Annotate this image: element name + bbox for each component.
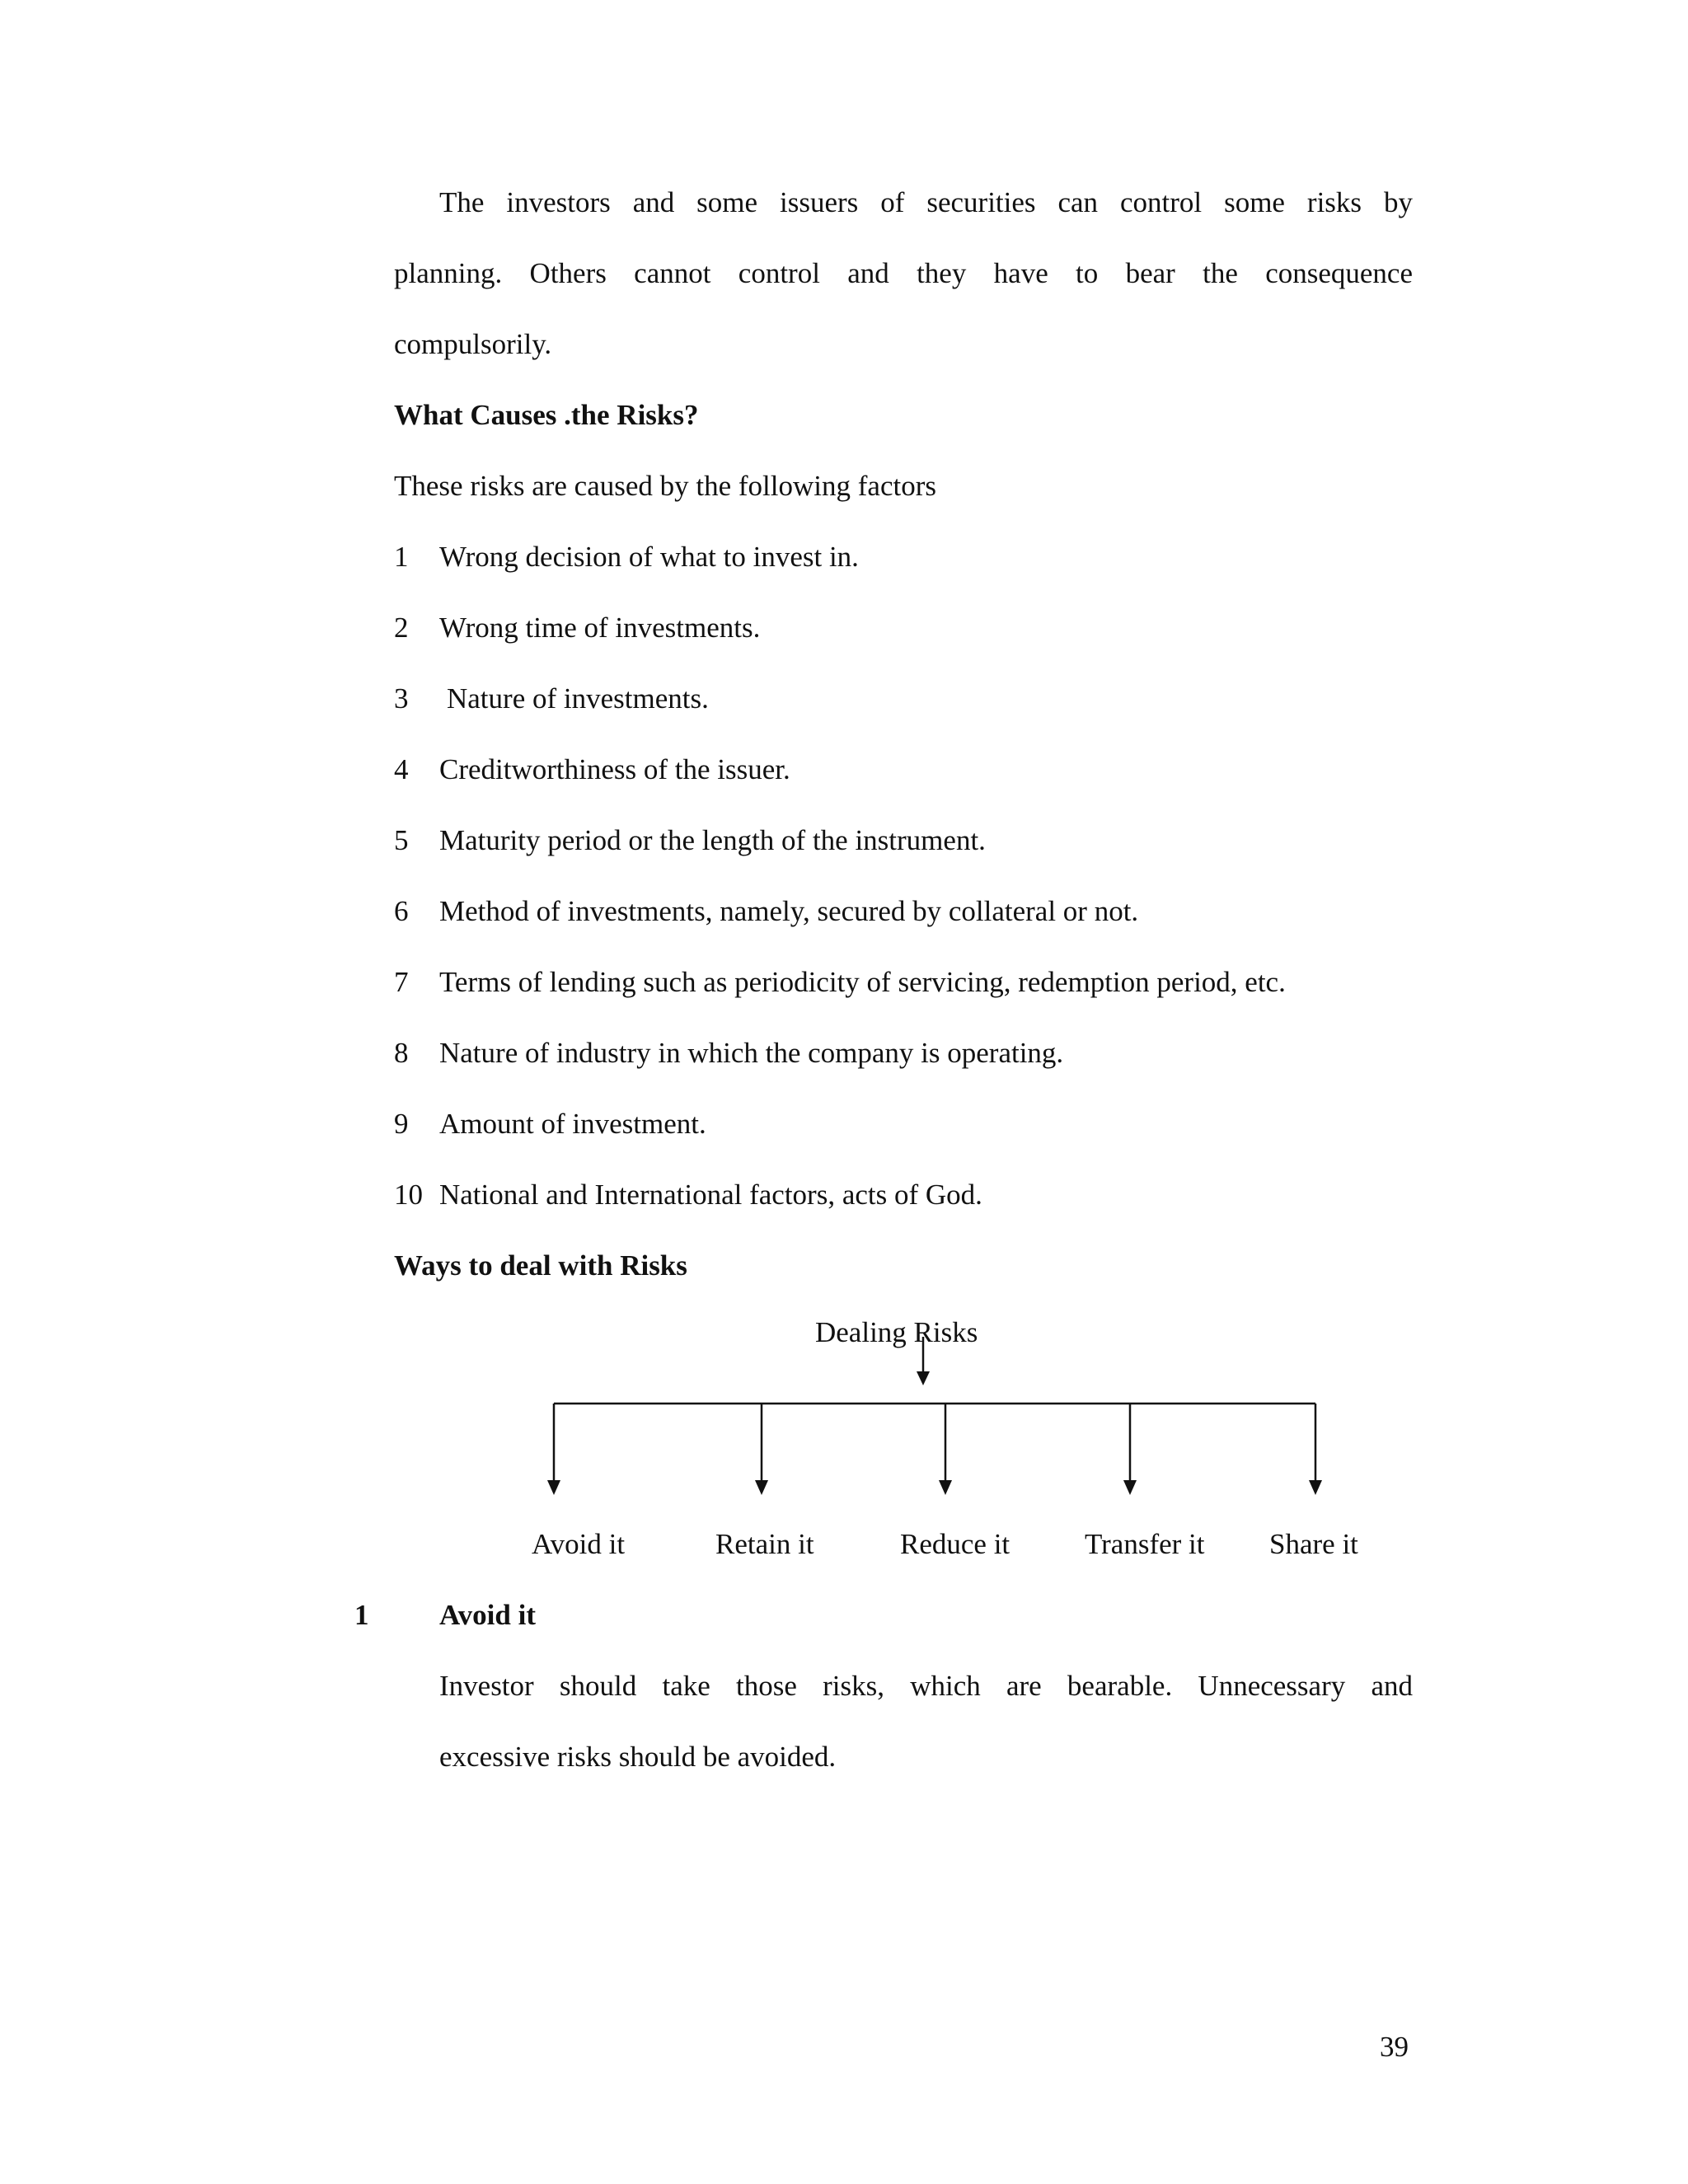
section-1-line-1: Investor should take those risks, which are bearable. Unnecessary and bbox=[439, 1670, 1413, 1702]
list-item-number: 8 bbox=[394, 1037, 409, 1069]
list-item-text: Nature of industry in which the company is operating. bbox=[439, 1037, 1064, 1069]
list-item-number: 9 bbox=[394, 1108, 409, 1140]
list-item-number: 6 bbox=[394, 895, 409, 927]
intro-line-3: compulsorily. bbox=[394, 328, 552, 360]
list-item-number: 1 bbox=[394, 541, 409, 573]
list-item-text: Method of investments, namely, secured by collateral or not. bbox=[439, 895, 1139, 927]
list-item-text: Maturity period or the length of the instrument. bbox=[439, 824, 986, 856]
section-1-line-2: excessive risks should be avoided. bbox=[439, 1741, 837, 1773]
branch-label-reduce: Reduce it bbox=[900, 1528, 1010, 1560]
list-item-number: 3 bbox=[394, 682, 409, 715]
list-item-text: Creditworthiness of the issuer. bbox=[439, 753, 790, 785]
branch-label-avoid: Avoid it bbox=[532, 1528, 626, 1560]
branch-arrowhead-transfer bbox=[1123, 1480, 1137, 1495]
list-item-number: 10 bbox=[394, 1179, 423, 1211]
branch-arrowhead-avoid bbox=[547, 1480, 560, 1495]
list-item-number: 7 bbox=[394, 966, 409, 998]
branch-arrowhead-share bbox=[1309, 1480, 1322, 1495]
causes-lead: These risks are caused by the following factors bbox=[394, 470, 936, 502]
list-item-text: Wrong decision of what to invest in. bbox=[439, 541, 859, 573]
list-item-text: Wrong time of investments. bbox=[439, 612, 761, 644]
list-item-number: 4 bbox=[394, 753, 409, 785]
root-arrow-head bbox=[917, 1371, 930, 1385]
section-1-title: Avoid it bbox=[439, 1599, 536, 1631]
intro-line-1: The investors and some issuers of securities can control some risks by bbox=[439, 186, 1413, 218]
branch-label-share: Share it bbox=[1269, 1528, 1358, 1560]
ways-heading: Ways to deal with Risks bbox=[394, 1249, 687, 1282]
section-1-number: 1 bbox=[354, 1599, 369, 1631]
causes-heading: What Causes .the Risks? bbox=[394, 399, 699, 431]
list-item-text: Terms of lending such as periodicity of servicing, redemption period, etc. bbox=[439, 966, 1286, 998]
page-number: 39 bbox=[1380, 2031, 1409, 2063]
list-item-text: Nature of investments. bbox=[447, 682, 709, 715]
branch-arrowhead-retain bbox=[755, 1480, 768, 1495]
list-item-number: 2 bbox=[394, 612, 409, 644]
branch-label-transfer: Transfer it bbox=[1085, 1528, 1205, 1560]
list-item-text: National and International factors, acts of God. bbox=[439, 1179, 982, 1211]
diagram-root-label: Dealing Risks bbox=[815, 1316, 978, 1348]
list-item-number: 5 bbox=[394, 824, 409, 856]
list-item-text: Amount of investment. bbox=[439, 1108, 706, 1140]
branch-arrowhead-reduce bbox=[939, 1480, 952, 1495]
intro-line-2: planning. Others cannot control and they have to bear the consequence bbox=[394, 257, 1413, 289]
branch-label-retain: Retain it bbox=[715, 1528, 814, 1560]
